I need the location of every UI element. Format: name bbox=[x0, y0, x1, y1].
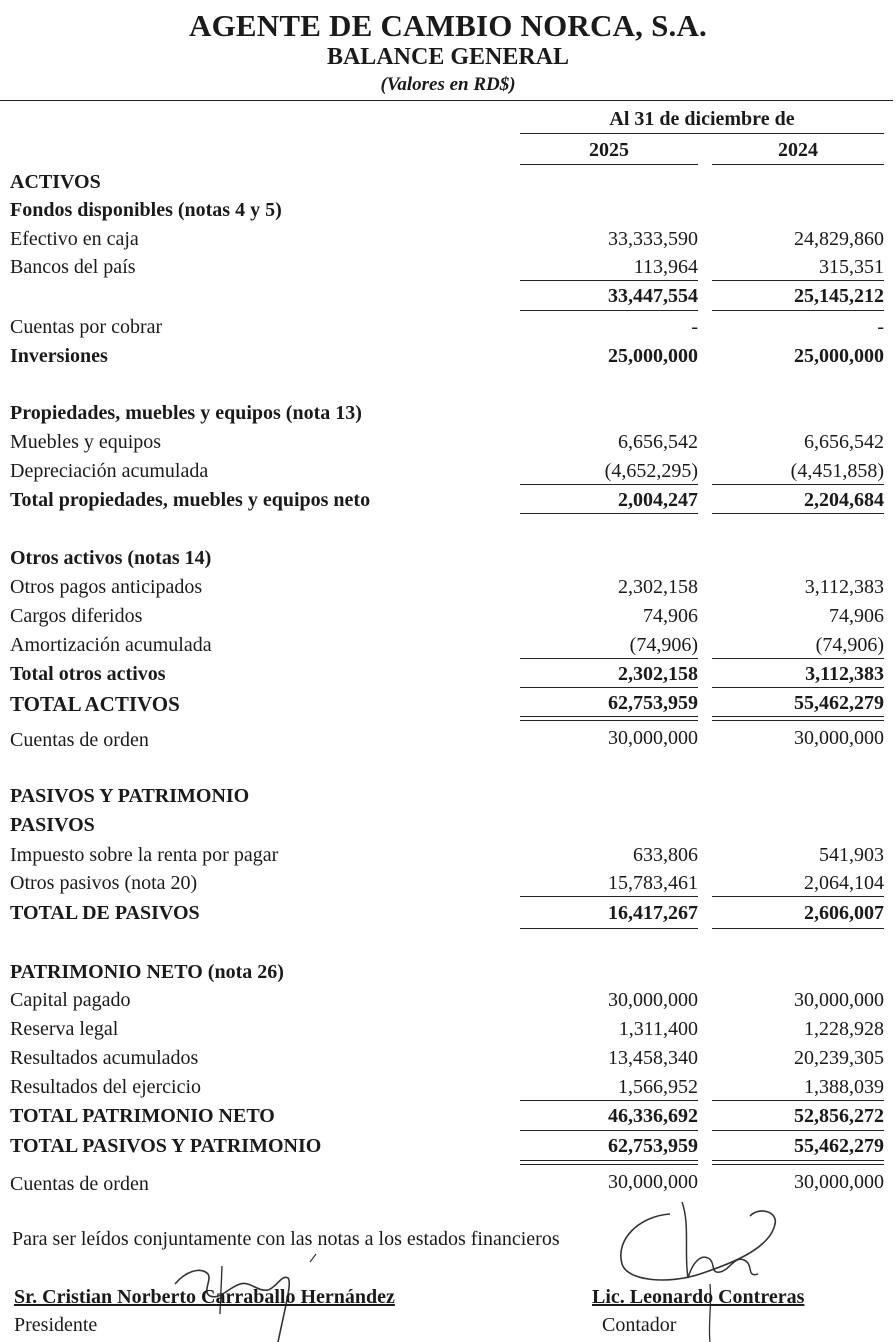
subtotal-rule bbox=[520, 687, 698, 688]
value-2024: (74,906) bbox=[815, 634, 884, 656]
year-2025-rule bbox=[520, 164, 698, 165]
footer-note: Para ser leídos conjuntamente con las notas a los estados financieros bbox=[12, 1228, 560, 1250]
row-label: Resultados acumulados bbox=[10, 1047, 199, 1069]
row-label: Bancos del país bbox=[10, 256, 136, 278]
value-2025: 62,753,959 bbox=[608, 1135, 698, 1157]
row-label: Otros pasivos (nota 20) bbox=[10, 872, 198, 894]
president-title: Presidente bbox=[14, 1314, 98, 1336]
row-label: Total otros activos bbox=[10, 663, 166, 685]
subtotal-rule bbox=[520, 1100, 698, 1101]
value-2025: 1,311,400 bbox=[618, 1018, 698, 1040]
grand-total-double-rule bbox=[520, 1160, 698, 1165]
value-2024: 30,000,000 bbox=[794, 1171, 884, 1193]
value-2024: 74,906 bbox=[829, 605, 884, 627]
grand-total-double-rule bbox=[712, 716, 884, 721]
value-2025: (74,906) bbox=[629, 634, 698, 656]
value-2025: 633,806 bbox=[633, 844, 698, 866]
value-2025: 2,004,247 bbox=[618, 489, 698, 511]
row-label: PATRIMONIO NETO (nota 26) bbox=[10, 961, 284, 983]
row-label: Depreciación acumulada bbox=[10, 460, 209, 482]
subtotal-rule bbox=[520, 513, 698, 514]
year-2024-rule bbox=[712, 164, 884, 165]
row-label: ACTIVOS bbox=[10, 171, 101, 193]
value-2024: 52,856,272 bbox=[794, 1105, 884, 1127]
row-label: Otros pagos anticipados bbox=[10, 576, 203, 598]
value-2025: 30,000,000 bbox=[608, 727, 698, 749]
subtotal-rule bbox=[712, 310, 884, 311]
president-name: Sr. Cristian Norberto Carraballo Hernández bbox=[14, 1286, 395, 1308]
value-2024: 3,112,383 bbox=[804, 576, 884, 598]
value-2024: 2,606,007 bbox=[804, 902, 884, 924]
value-2025: 2,302,158 bbox=[618, 663, 698, 685]
value-2024: (4,451,858) bbox=[790, 460, 884, 482]
grand-total-double-rule bbox=[520, 716, 698, 721]
value-2025: 46,336,692 bbox=[608, 1105, 698, 1127]
row-label: Cargos diferidos bbox=[10, 605, 143, 627]
row-label: Impuesto sobre la renta por pagar bbox=[10, 844, 279, 866]
value-2025: 6,656,542 bbox=[618, 431, 698, 453]
value-2025: 25,000,000 bbox=[608, 345, 698, 367]
value-2024: 315,351 bbox=[819, 256, 884, 278]
value-2024: 30,000,000 bbox=[794, 989, 884, 1011]
subtotal-rule bbox=[712, 928, 884, 929]
subtotal-rule bbox=[712, 1130, 884, 1131]
row-label: TOTAL ACTIVOS bbox=[10, 692, 180, 716]
subtotal-rule bbox=[520, 484, 698, 485]
year-2024-header: 2024 bbox=[778, 139, 818, 161]
value-2024: 2,204,684 bbox=[804, 489, 884, 511]
subtotal-rule bbox=[712, 280, 884, 281]
row-label: Amortización acumulada bbox=[10, 634, 212, 656]
row-label: Cuentas de orden bbox=[10, 729, 149, 751]
value-2025: 1,566,952 bbox=[618, 1076, 698, 1098]
subtotal-rule bbox=[520, 280, 698, 281]
value-2024: 1,228,928 bbox=[804, 1018, 884, 1040]
subtotal-rule bbox=[520, 658, 698, 659]
row-label: TOTAL PATRIMONIO NETO bbox=[10, 1105, 275, 1127]
row-label: Inversiones bbox=[10, 345, 108, 367]
value-2024: 55,462,279 bbox=[794, 1135, 884, 1157]
row-label: TOTAL DE PASIVOS bbox=[10, 902, 200, 924]
value-2024: 20,239,305 bbox=[794, 1047, 884, 1069]
value-2025: 33,447,554 bbox=[608, 285, 698, 307]
value-2025: 74,906 bbox=[643, 605, 698, 627]
value-2025: 33,333,590 bbox=[608, 228, 698, 250]
subtotal-rule bbox=[520, 896, 698, 897]
currency-note: (Valores en RD$) bbox=[380, 74, 516, 95]
row-label: Capital pagado bbox=[10, 989, 131, 1011]
row-label: TOTAL PASIVOS Y PATRIMONIO bbox=[10, 1135, 322, 1157]
subtotal-rule bbox=[712, 513, 884, 514]
value-2024: 2,064,104 bbox=[804, 872, 884, 894]
row-label: Resultados del ejercicio bbox=[10, 1076, 202, 1098]
value-2025: 30,000,000 bbox=[608, 1171, 698, 1193]
value-2025: 62,753,959 bbox=[608, 692, 698, 714]
value-2024: - bbox=[877, 316, 884, 338]
accountant-title: Contador bbox=[602, 1314, 677, 1336]
value-2024: 3,112,383 bbox=[805, 663, 884, 685]
subtotal-rule bbox=[520, 310, 698, 311]
row-label: Fondos disponibles (notas 4 y 5) bbox=[10, 199, 282, 221]
subtotal-rule bbox=[712, 658, 884, 659]
row-label: Total propiedades, muebles y equipos neto bbox=[10, 489, 371, 511]
accountant-name: Lic. Leonardo Contreras bbox=[592, 1286, 805, 1308]
subtotal-rule bbox=[712, 687, 884, 688]
grand-total-double-rule bbox=[712, 1160, 884, 1165]
value-2025: (4,652,295) bbox=[604, 460, 698, 482]
row-label: Reserva legal bbox=[10, 1018, 119, 1040]
row-label: Cuentas de orden bbox=[10, 1173, 149, 1195]
row-label: Propiedades, muebles y equipos (nota 13) bbox=[10, 402, 362, 424]
row-label: Cuentas por cobrar bbox=[10, 316, 163, 338]
value-2024: 1,388,039 bbox=[804, 1076, 884, 1098]
row-label: Efectivo en caja bbox=[10, 228, 139, 250]
subtotal-rule bbox=[712, 484, 884, 485]
value-2025: 2,302,158 bbox=[618, 576, 698, 598]
value-2024: 55,462,279 bbox=[794, 692, 884, 714]
value-2025: 13,458,340 bbox=[608, 1047, 698, 1069]
company-name: AGENTE DE CAMBIO NORCA, S.A. bbox=[188, 8, 707, 43]
value-2024: 25,145,212 bbox=[794, 285, 884, 307]
subtotal-rule bbox=[712, 1100, 884, 1101]
value-2024: 24,829,860 bbox=[794, 228, 884, 250]
value-2024: 6,656,542 bbox=[804, 431, 884, 453]
subtotal-rule bbox=[520, 1130, 698, 1131]
value-2025: 113,964 bbox=[633, 256, 698, 278]
year-2025-header: 2025 bbox=[589, 139, 629, 161]
value-2024: 541,903 bbox=[819, 844, 884, 866]
row-label: Otros activos (notas 14) bbox=[10, 547, 212, 569]
value-2024: 30,000,000 bbox=[794, 727, 884, 749]
subtotal-rule bbox=[712, 896, 884, 897]
header-rule bbox=[0, 100, 893, 101]
period-rule bbox=[520, 133, 884, 134]
subtotal-rule bbox=[520, 928, 698, 929]
row-label: PASIVOS bbox=[10, 814, 95, 836]
period-header: Al 31 de diciembre de bbox=[609, 108, 795, 130]
value-2025: - bbox=[691, 316, 698, 338]
statement-title: BALANCE GENERAL bbox=[326, 44, 570, 70]
value-2024: 25,000,000 bbox=[794, 345, 884, 367]
value-2025: 15,783,461 bbox=[608, 872, 698, 894]
row-label: Muebles y equipos bbox=[10, 431, 162, 453]
value-2025: 30,000,000 bbox=[608, 989, 698, 1011]
row-label: PASIVOS Y PATRIMONIO bbox=[10, 785, 250, 807]
value-2025: 16,417,267 bbox=[608, 902, 698, 924]
